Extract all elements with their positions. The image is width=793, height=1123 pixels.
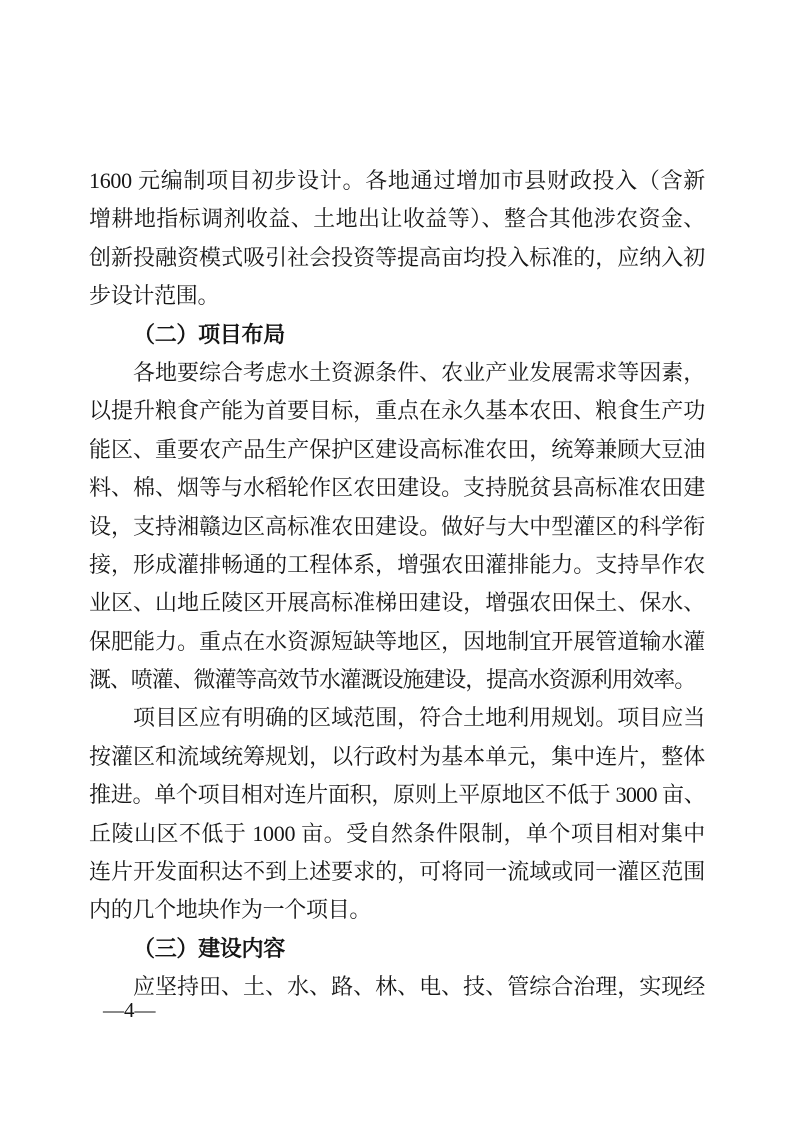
body-line: 推进。单个项目相对连片面积，原则上平原地区不低于 3000 亩、 (89, 782, 705, 808)
body-line: 业区、山地丘陵区开展高标准梯田建设，增强农田保土、保水、 (89, 590, 705, 616)
body-line: 步设计范围。 (89, 283, 220, 309)
body-line: 内的几个地块作为一个项目。 (89, 897, 372, 923)
body-line: 创新投融资模式吸引社会投资等提高亩均投入标准的，应纳入初 (89, 244, 705, 270)
body-line: 连片开发面积达不到上述要求的，可将同一流域或同一灌区范围 (89, 859, 705, 885)
body-line: 增耕地指标调剂收益、土地出让收益等）、整合其他涉农资金、 (89, 206, 705, 232)
body-line: 保肥能力。重点在水资源短缺等地区，因地制宜开展管道输水灌 (89, 628, 705, 654)
document-body (89, 162, 705, 1007)
body-line: 接，形成灌排畅通的工程体系，增强农田灌排能力。支持旱作农 (89, 551, 705, 577)
body-line: 按灌区和流域统筹规划，以行政村为基本单元，集中连片，整体 (89, 743, 705, 769)
page-number: —4— (103, 998, 156, 1022)
body-line: 丘陵山区不低于 1000 亩。受自然条件限制，单个项目相对集中 (89, 820, 705, 846)
body-line: 料、棉、烟等与水稻轮作区农田建设。支持脱贫县高标准农田建 (89, 475, 705, 501)
body-line: 设，支持湘赣边区高标准农田建设。做好与大中型灌区的科学衔 (89, 513, 705, 539)
body-line: 能区、重要农产品生产保护区建设高标准农田，统筹兼顾大豆油 (89, 436, 705, 462)
body-line: 各地要综合考虑水土资源条件、农业产业发展需求等因素， (133, 359, 705, 385)
body-line: 以提升粮食产能为首要目标，重点在永久基本农田、粮食生产功 (89, 398, 705, 424)
body-line: 溉、喷灌、微灌等高效节水灌溉设施建设，提高水资源利用效率。 (89, 667, 696, 693)
body-line: 项目区应有明确的区域范围，符合土地利用规划。项目应当 (133, 705, 705, 731)
body-line: 应坚持田、土、水、路、林、电、技、管综合治理，实现经 (133, 974, 705, 1000)
body-line: 1600 元编制项目初步设计。各地通过增加市县财政投入（含新 (89, 168, 705, 193)
section-heading: （二）项目布局 (133, 321, 285, 347)
section-heading: （三）建设内容 (133, 935, 285, 961)
